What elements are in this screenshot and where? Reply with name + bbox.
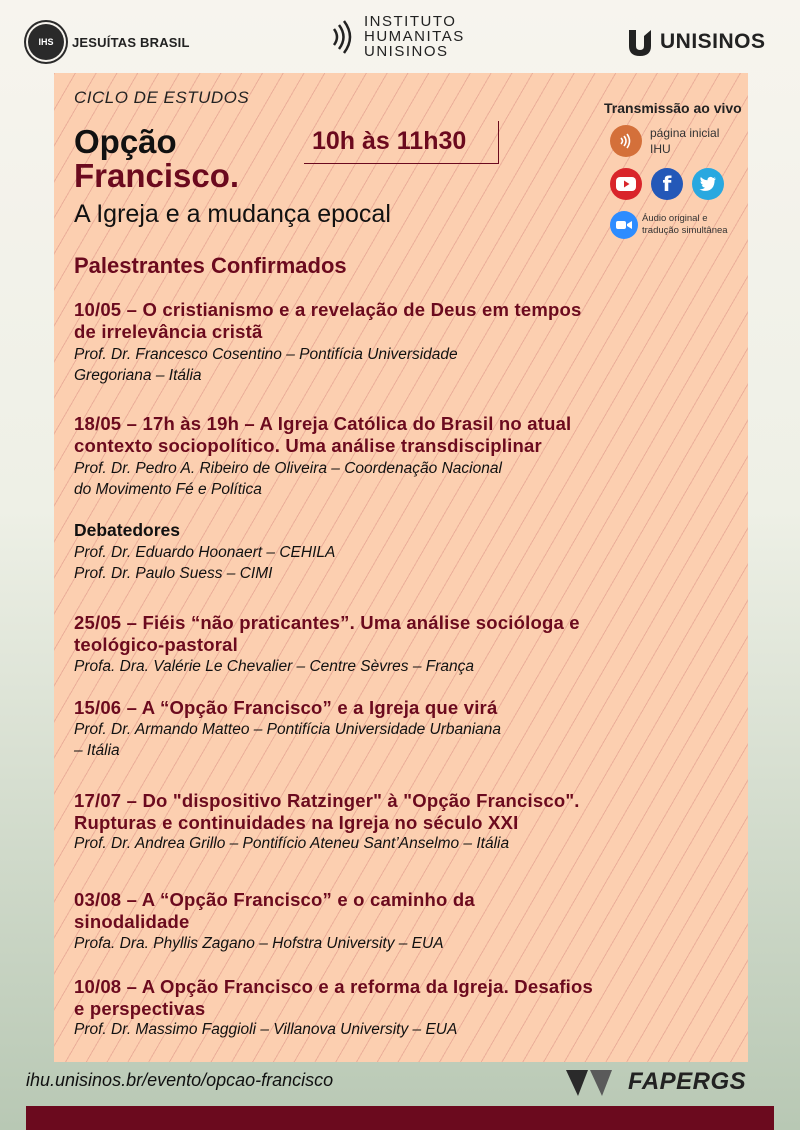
ihu-text — [364, 14, 465, 59]
debaters-list — [74, 542, 674, 584]
talk-heading — [74, 697, 734, 719]
talk-heading-line: 10/08 – A Opção Francisco e a reforma da Igreja. Desafios — [74, 976, 594, 997]
event-url-link[interactable]: ihu.unisinos.br/evento/opcao-francisco — [26, 1070, 334, 1090]
unisinos-text: UNISINOS — [660, 30, 766, 53]
talk-speaker-line: Prof. Dr. Armando Matteo – Pontifícia Universidade Urbaniana — [74, 721, 502, 738]
title-line2: Francisco. — [74, 157, 240, 194]
talk-heading-line: contexto sociopolítico. Uma análise transdisciplinar — [74, 435, 542, 456]
zoom-label — [642, 213, 742, 237]
talk-speaker-line: Prof. Dr. Massimo Faggioli – Villanova University – EUA — [74, 1021, 458, 1038]
talk-heading-line: Rupturas e continuidades na Igreja no século XXI — [74, 812, 519, 833]
jesuitas-brasil-logo — [28, 24, 190, 60]
talk-speaker-line: Profa. Dra. Phyllis Zagano – Hofstra University – EUA — [74, 935, 444, 952]
youtube-icon[interactable] — [610, 168, 642, 200]
ihs-seal-icon: IHS — [28, 24, 64, 60]
talk-speaker-line: Prof. Dr. Francesco Cosentino – Pontifícia Universidade — [74, 346, 458, 363]
talk-speaker-line: Profa. Dra. Valérie Le Chevalier – Centre Sèvres – França — [74, 658, 475, 675]
ihu-stream-label[interactable] — [650, 125, 719, 157]
logo-bar — [0, 0, 800, 72]
time-label: 10h às 11h30 — [312, 127, 467, 155]
fapergs-text: FAPERGS — [628, 1068, 747, 1095]
ihu-line1: INSTITUTO — [364, 13, 457, 30]
talk-speaker — [74, 833, 674, 854]
fapergs-mark-icon — [566, 1066, 618, 1098]
talk-speaker — [74, 344, 674, 386]
talk-heading-line: 17/07 – Do "dispositivo Ratzinger" à "Opção Francisco". — [74, 790, 580, 811]
talk-speaker-line: do Movimento Fé e Política — [74, 481, 262, 498]
ihu-line3: UNISINOS — [364, 43, 449, 60]
live-title: Transmissão ao vivo — [604, 100, 742, 116]
talk-heading-line: e perspectivas — [74, 998, 206, 1019]
talk-speaker-line: Prof. Dr. Pedro A. Ribeiro de Oliveira – Coordenação Nacional — [74, 460, 502, 477]
talk-heading-line: 25/05 – Fiéis “não praticantes”. Uma análise sociólogа e — [74, 612, 580, 633]
debater-line: Prof. Dr. Eduardo Hoonaert – CEHILA — [74, 544, 336, 561]
talk-speaker — [74, 458, 674, 500]
talk-heading-line: 10/05 – O cristianismo e a revelação de Deus em tempos — [74, 299, 582, 320]
talk-heading — [74, 413, 734, 457]
talk-speaker-line: – Itália — [74, 742, 120, 759]
talk-speaker-line: Gregoriana – Itália — [74, 367, 202, 384]
talk-speaker — [74, 656, 674, 677]
talk-speaker — [74, 933, 674, 954]
talk-speaker — [74, 719, 674, 761]
ihu-stream-icon[interactable] — [610, 125, 642, 157]
talk-heading — [74, 299, 734, 343]
cycle-label: CICLO DE ESTUDOS — [74, 88, 250, 107]
talk-heading — [74, 976, 734, 1020]
talk-speaker — [74, 1019, 674, 1040]
unisinos-u-icon — [626, 28, 654, 56]
ihu-line2: HUMANITAS — [364, 28, 465, 45]
unisinos-logo — [626, 28, 766, 56]
ihu-logo — [328, 14, 465, 59]
talk-heading — [74, 612, 734, 656]
debater-line: Prof. Dr. Paulo Suess – CIMI — [74, 565, 273, 582]
title-line1: Opção — [74, 123, 177, 160]
time-divider — [498, 121, 499, 163]
ihu-waves-icon — [328, 17, 356, 57]
talk-heading-line: 03/08 – A “Opção Francisco” e o caminho da — [74, 889, 475, 910]
time-underline — [304, 163, 499, 164]
zoom-label-line2: tradução simultânea — [642, 225, 728, 236]
facebook-icon[interactable]: f — [651, 168, 683, 200]
talk-heading-line: 15/06 – A “Opção Francisco” e a Igreja que virá — [74, 697, 498, 718]
talk-heading-line: de irrelevância cristã — [74, 321, 263, 342]
talk-heading — [74, 889, 734, 933]
subtitle: A Igreja e a mudança epocal — [74, 200, 391, 228]
jesuitas-brasil-text: JESUÍTAS BRASIL — [72, 34, 190, 50]
event-panel — [54, 73, 748, 1062]
zoom-label-line1: Áudio original e — [642, 213, 708, 224]
ihu-stream-label-line2: IHU — [650, 142, 671, 156]
debaters-title: Debatedores — [74, 520, 181, 540]
talk-heading-line: 18/05 – 17h às 19h – A Igreja Católica do Brasil no atual — [74, 413, 572, 434]
ihu-stream-label-line1: página inicial — [650, 126, 720, 140]
talk-heading-line: teológico-pastoral — [74, 634, 238, 655]
twitter-icon[interactable] — [692, 168, 724, 200]
talk-heading-line: sinodalidade — [74, 911, 190, 932]
fapergs-logo — [566, 1066, 746, 1098]
talk-speaker-line: Prof. Dr. Andrea Grillo – Pontifício Ateneu Sant’Anselmo – Itália — [74, 835, 510, 852]
bottom-bar — [26, 1106, 774, 1130]
speakers-title: Palestrantes Confirmados — [74, 253, 347, 278]
zoom-icon[interactable] — [610, 211, 638, 239]
talk-heading — [74, 790, 734, 834]
